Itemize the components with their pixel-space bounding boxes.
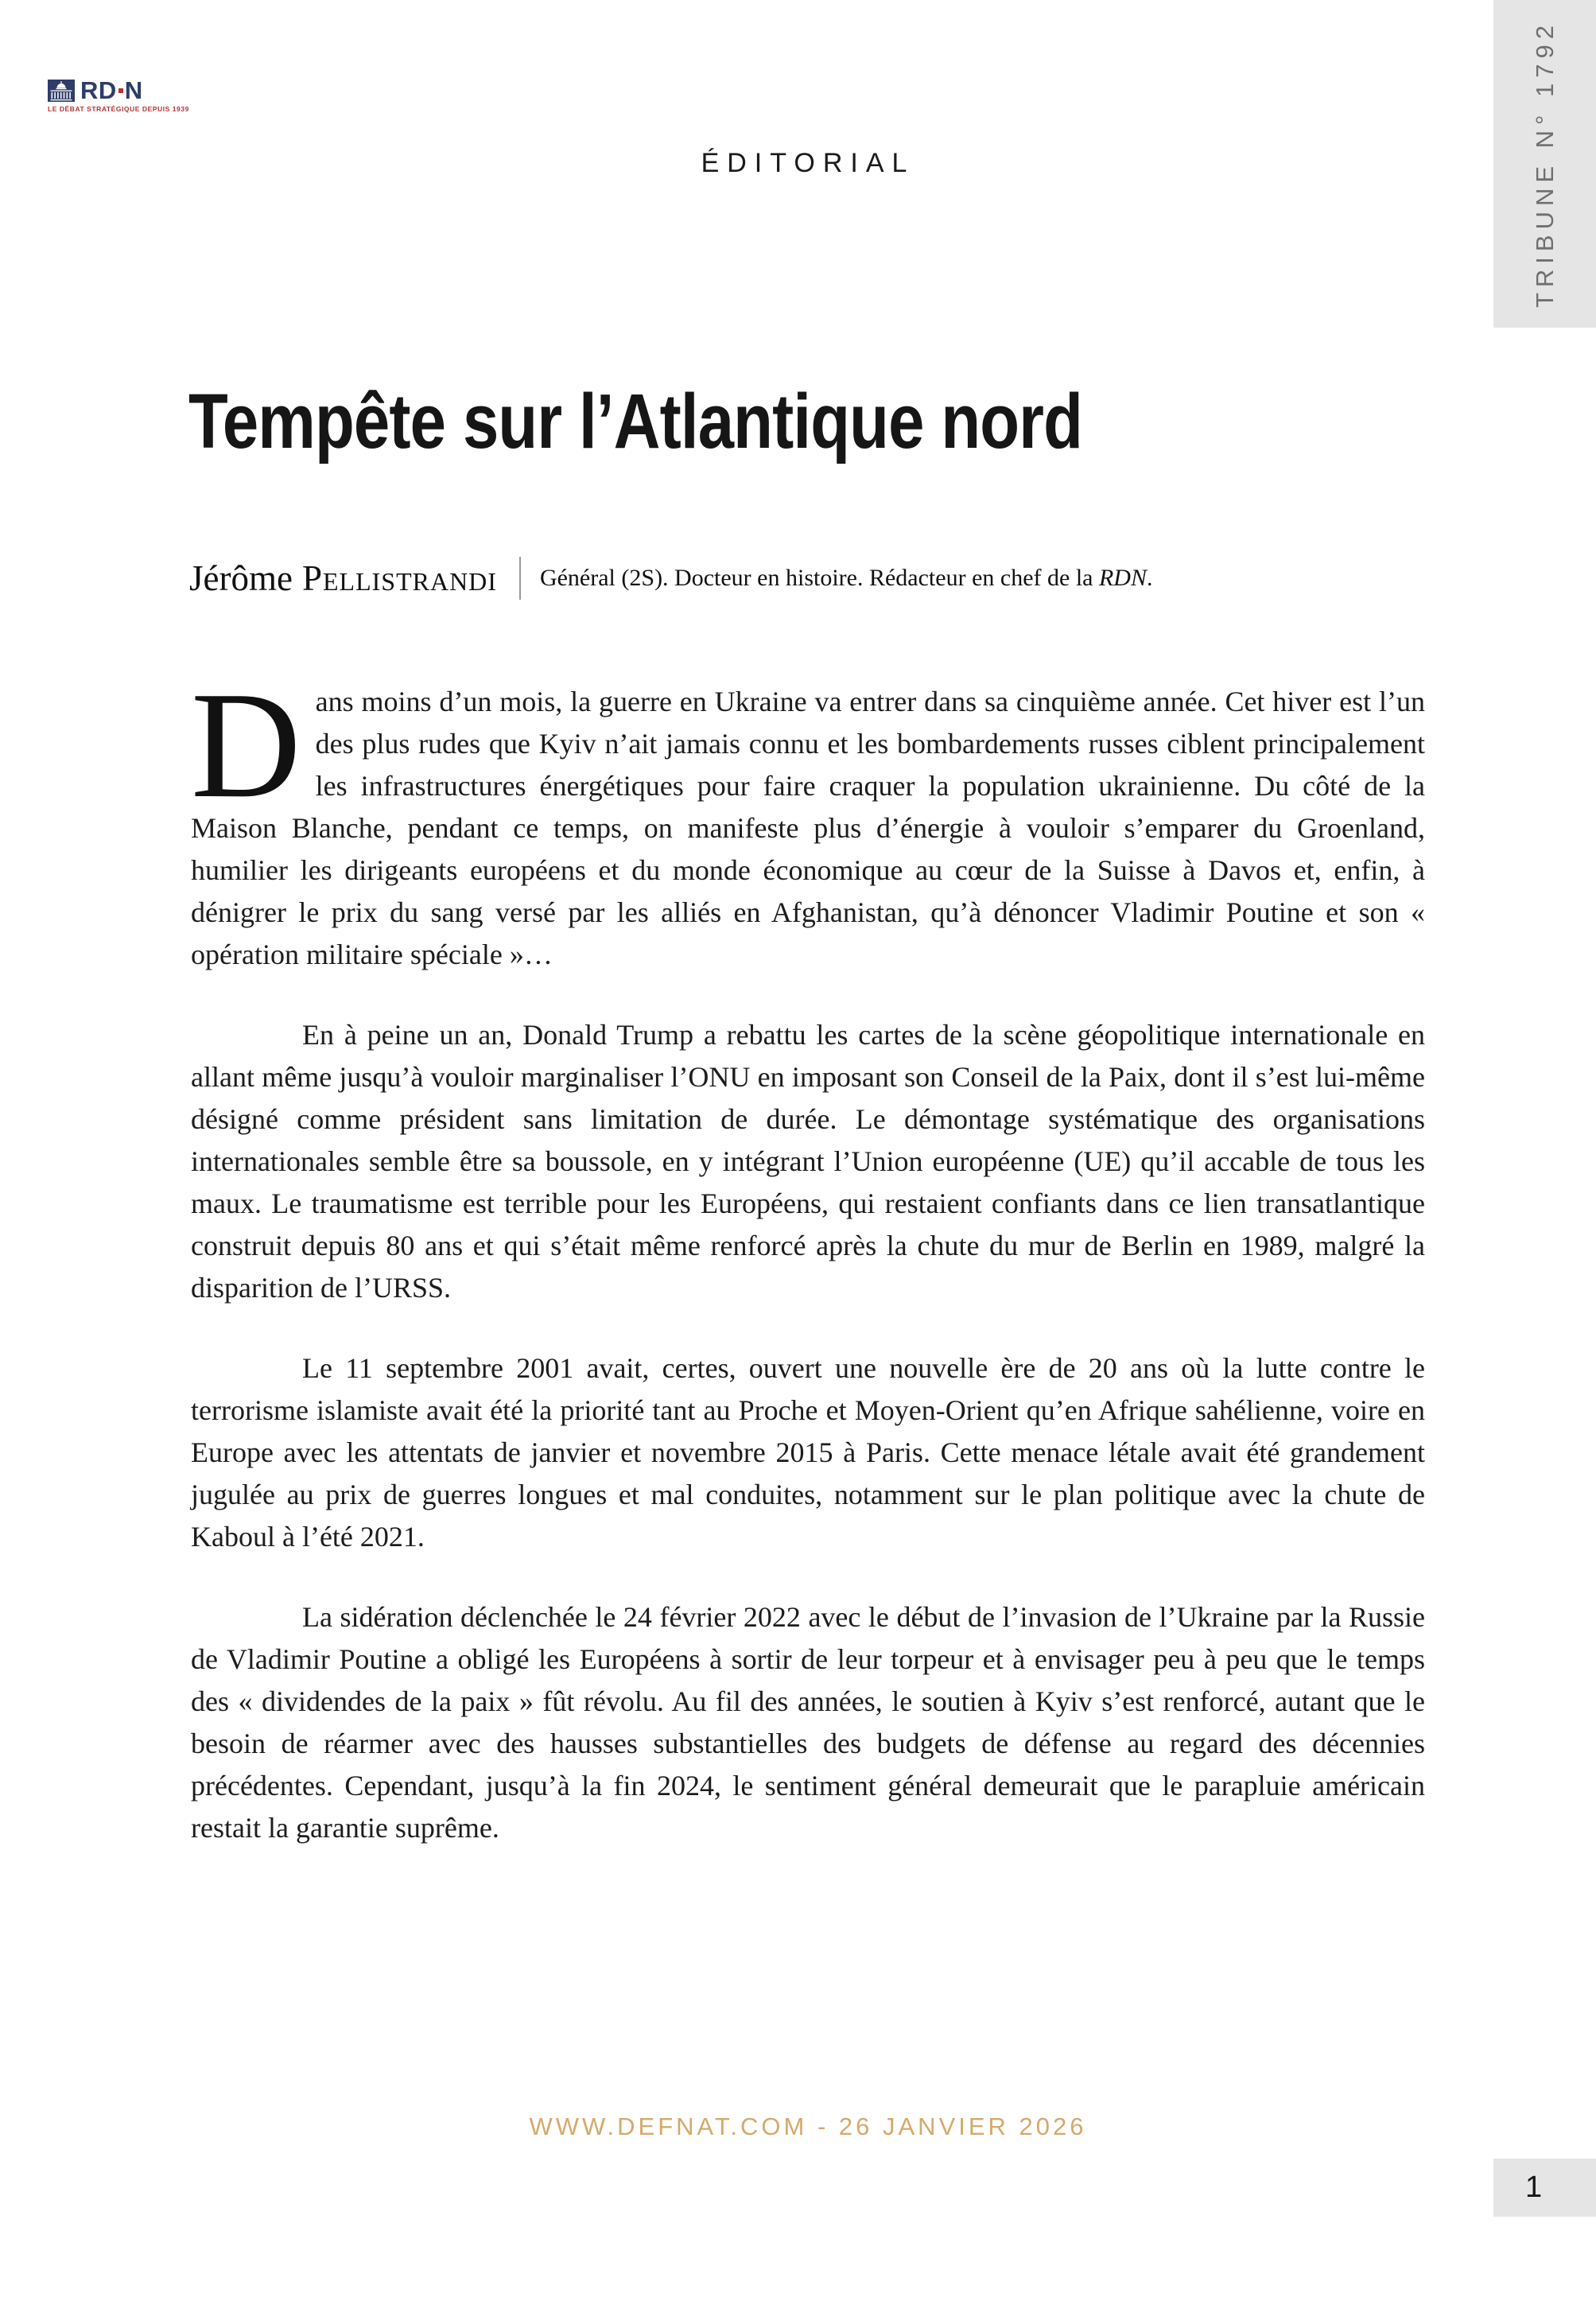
rdn-logo [48, 76, 189, 113]
paragraph-1-text: ans moins d’un mois, la guerre en Ukraine va entrer dans sa cinquième année. Cet hiver est l’un des plus rudes que Kyiv n’ait jamais connu et les bombardements russes ciblent principalement les infrastructures énergétiques pour faire craquer la population ukrainienne. Du côté de la Maison Blanche, pendant ce temps, on manifeste plus d’énergie à vouloir s’emparer du Groenland, humilier les dirigeants européens et du monde économique au cœur de la Suisse à Davos et, enfin, à dénigrer le prix du sang versé par les alliés en Afghanistan, qu’à dénoncer Vladimir Poutine et son « opération militaire spéciale »… [191, 686, 1425, 970]
footer-site-date-link[interactable]: WWW.DEFNAT.COM - 26 JANVIER 2026 [529, 2112, 1087, 2140]
paragraph-2: En à peine un an, Donald Trump a rebattu les cartes de la scène géopolitique internationale en allant même jusqu’à vouloir marginaliser l’ONU en imposant son Conseil de la Paix, dont il s’est lui-même désigné comme président sans limitation de durée. Le démontage systématique des organisations internationales semble être sa boussole, en y intégrant l’Union européenne (UE) qu’il accable de tous les maux. Le traumatisme est terrible pour les Européens, qui restaient confiants dans ce lien transatlantique construit depuis 80 ans et qui s’était même renforcé après la chute du mur de Berlin en 1989, malgré la disparition de l’URSS. [191, 1019, 1425, 1304]
drop-cap: D [191, 660, 301, 830]
article-body [191, 660, 1425, 1849]
page-number-box [1493, 2159, 1596, 2217]
rdn-logo-row [48, 76, 189, 104]
author-role-journal: RDN [1098, 565, 1147, 591]
rdn-letters-rd: RD [80, 76, 117, 104]
paragraph-3: Le 11 septembre 2001 avait, certes, ouvert une nouvelle ère de 20 ans où la lutte contre le terrorisme islamiste avait été la priorité tant au Proche et Moyen-Orient qu’en Afrique sahélienne, voire en Europe avec les attentats de janvier et novembre 2015 à Paris. Cette menace létale avait été grandement jugulée au prix de guerres longues et mal conduites, notamment sur le plan politique avec la chute de Kaboul à l’été 2021. [191, 1352, 1425, 1553]
author-role-period: . [1146, 565, 1153, 591]
author-first-name: Jérôme [189, 558, 293, 598]
rdn-letter-n: N [124, 76, 143, 104]
section-heading: ÉDITORIAL [701, 148, 915, 178]
author-name [189, 558, 497, 599]
page-number: 1 [1525, 2171, 1543, 2204]
byline-divider [519, 557, 521, 600]
byline [189, 557, 1152, 600]
rdn-wordmark [80, 76, 143, 104]
author-last-name: Pellistrandi [301, 558, 497, 598]
rdn-tagline: LE DÉBAT STRATÉGIQUE DEPUIS 1939 [48, 105, 189, 113]
tribune-band [1493, 0, 1596, 328]
article-title: Tempête sur l’Atlantique nord [188, 378, 1082, 464]
paragraph-4: La sidération déclenchée le 24 février 2022 avec le début de l’invasion de l’Ukraine par la Russie de Vladimir Poutine a obligé les Européens à sortir de leur torpeur et à envisager peu à peu que le temps des « dividendes de la paix » fût révolu. Au fil des années, le soutien à Kyiv s’est renforcé, autant que le besoin de réarmer avec des hausses substantielles des budgets de défense au regard des décennies précédentes. Cependant, jusqu’à la fin 2024, le sentiment général demeurait que le parapluie américain restait la garantie suprême. [191, 1601, 1425, 1844]
author-role [540, 565, 1153, 592]
invalides-building-icon [48, 80, 75, 102]
rdn-red-dot [118, 88, 123, 93]
tribune-number-label: TRIBUNE N° 1792 [1530, 19, 1559, 309]
author-role-text: Général (2S). Docteur en histoire. Rédacteur en chef de la [539, 565, 1099, 591]
paragraph-1 [191, 660, 1425, 976]
